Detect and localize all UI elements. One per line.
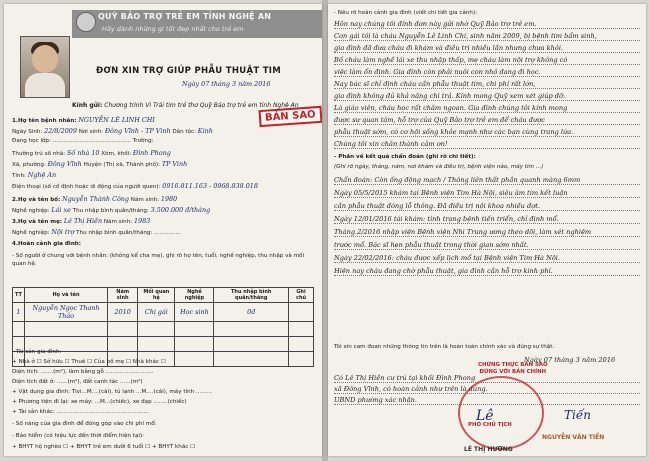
commitment-line: Tôi xin cam đoan những thông tin trên là hoàn toàn chính xác và đúng sự thật. — [334, 344, 555, 350]
family-table-header: Thu nhập bình quân/tháng — [214, 288, 289, 303]
family-section — [12, 241, 81, 247]
table-cell — [175, 322, 214, 337]
dob-value: 22/8/2009 — [44, 127, 77, 135]
father-name: Nguyễn Thành Công — [62, 195, 130, 203]
family-table-header: Năm sinh — [108, 288, 138, 303]
province-row — [12, 171, 56, 179]
vehicle-line: + Phương tiện đi lại: xe máy: ...M...(chiếc), xe đạp ........(chiếc) — [12, 399, 187, 405]
patient-name: NGUYỄN LÊ LINH CHI — [78, 116, 155, 124]
family-table-header: Họ và tên — [24, 288, 107, 303]
medical-line: Ngày 22/02/2016: cháu được xếp lịch mổ tại Bệnh viện Tim Hà Nội. — [334, 254, 561, 262]
dob-label: Ngày Sinh: — [12, 129, 43, 135]
father-job: Lái xe — [51, 206, 71, 214]
address-label: Thường trú số nhà: — [12, 151, 66, 157]
medical-line: cần phẫu thuật đóng lỗ thông. Đã điều trị nội khoa nhiều đợt. — [334, 202, 540, 210]
items-line: + Vật dụng gia đình: Tivi...M....(cái), tủ lạnh ...M....(cái), máy tính ......... — [12, 389, 212, 395]
circumstance-line: được sự quan tâm, hỗ trợ của Quỹ Bảo trợ trẻ em để cháu được — [334, 116, 545, 124]
family-section-label: 4.Hoàn cảnh gia đình: — [12, 241, 82, 247]
father-income-label: Thu nhập bình quân/tháng: — [72, 208, 149, 214]
table-cell — [175, 337, 214, 352]
school-row: Đang học lớp: ............................................ Trường: — [12, 138, 154, 144]
district-label: Huyện (Thị xã, Thành phố): — [83, 162, 161, 168]
insurance-options: + BHYT hộ nghèo ☐ + BHYT trẻ em dưới 6 tuổi ☐ + BHYT khác ☐ — [12, 444, 196, 450]
hamlet-value: Đình Phong — [132, 149, 171, 157]
table-cell: 1 — [13, 303, 25, 322]
other-assets-line: + Tài sản khác: .................................................... — [12, 409, 150, 415]
address-value: Số nhà 10 — [66, 149, 100, 157]
circumstance-line: gia đình đã đưa cháu đi khám và điều trị nhiều lần nhưng chưa khỏi. — [334, 44, 564, 52]
copy-stamp: BẢN SAO — [258, 106, 322, 127]
confirm-line: UBND phường xác nhận. — [334, 396, 418, 404]
medical-hint: (Ghi rõ ngày, tháng, năm, nơi khám và điều trị, bệnh viện nào, máy tim ...) — [334, 164, 544, 170]
header-band — [72, 10, 322, 38]
mother-year: 1983 — [133, 217, 151, 225]
official-title: PHÓ CHỦ TỊCH — [468, 422, 512, 428]
father-row — [12, 195, 177, 203]
org-title: QUỸ BẢO TRỢ TRẺ EM TỈNH NGHỆ AN — [98, 12, 272, 21]
phone-value: 0916.811.163 - 0968.838.018 — [162, 182, 258, 190]
table-cell — [214, 322, 289, 337]
assets-label: - Tài sản gia đình: — [12, 349, 62, 355]
table-cell: Chị gái — [138, 303, 175, 322]
medical-line: Chẩn đoán: Còn ống động mạch / Thông liên thất phần quanh màng 6mm — [334, 176, 581, 184]
table-cell — [289, 352, 314, 367]
table-cell: Học sinh — [175, 303, 214, 322]
confirm-line: xã Đông Vĩnh, có hoàn cảnh như trên là đúng. — [334, 385, 488, 393]
family-table — [12, 287, 314, 367]
form-title: ĐƠN XIN TRỢ GIÚP PHẪU THUẬT TIM — [96, 66, 282, 76]
parent-signature: Tiến — [564, 408, 591, 422]
form-page-right — [328, 4, 646, 456]
house-area-line: Diện tích: .......(m²), làm bằng gỗ ........................... — [12, 369, 154, 375]
family-table-header: Ghi chú — [289, 288, 314, 303]
medical-line: trước mổ. Bác sĩ hẹn phẫu thuật trong thời gian sớm nhất. — [334, 241, 529, 249]
phone-label: Điện thoại (số cố định hoặc di động của người quen): — [12, 184, 161, 190]
insurance-label: - Bảo hiểm (có hiệu lực đến thời điểm hiện tại): — [12, 433, 144, 439]
family-table-header: Mối quan hệ — [138, 288, 175, 303]
table-cell — [108, 337, 138, 352]
table-cell: 0đ — [214, 303, 289, 322]
circumstance-line: Chúng tôi xin chân thành cảm ơn! — [334, 140, 448, 148]
family-table-header: TT — [13, 288, 25, 303]
circumstance-line: gia đình không đủ khả năng chi trả. Kính mong Quỹ xem xét giúp đỡ. — [334, 92, 566, 100]
circumstance-line: phẫu thuật sớm, có cơ hội sống khỏe mạnh như các bạn cùng trang lứa. — [334, 128, 574, 136]
father-year: 1980 — [160, 195, 178, 203]
circumstance-label: - Nêu rõ hoàn cảnh gia đình (viết chi tiết gia cảnh): — [334, 10, 478, 16]
recipient-line — [72, 102, 299, 109]
support-line: - Số năng của gia đình để đóng góp vào chi phí mổ: — [12, 421, 157, 427]
patient-name-row — [12, 116, 155, 124]
form-page-left — [4, 4, 322, 456]
commune-label: Xã, phường: — [12, 162, 46, 168]
school-field-label: Trường: — [132, 138, 154, 144]
birthplace-value: Đông Vĩnh - TP Vinh — [104, 127, 171, 135]
family-members-hint: - Số người ở chung với bệnh nhân: (không kể cha mẹ), ghi rõ họ tên, tuổi, nghề nghiệp, thu nhập và mối quan hệ. — [12, 253, 305, 267]
ethnic-label: Dân tộc: — [172, 129, 197, 135]
parent-name: NGUYỄN VĂN TIẾN — [542, 434, 605, 441]
official-seal — [458, 376, 544, 450]
official-name: LÊ THỊ HƯƠNG — [464, 446, 513, 453]
family-table-header: Nghề nghiệp — [175, 288, 214, 303]
mother-year-label: Năm sinh: — [103, 219, 133, 225]
land-area-line: Diện tích đất ở: ......(m²), đất canh tác ......(m²) — [12, 379, 143, 385]
province-value: Nghệ An — [27, 171, 57, 179]
mother-job: Nội trợ — [51, 228, 75, 236]
table-cell — [289, 337, 314, 352]
table-cell — [289, 322, 314, 337]
table-cell — [214, 337, 289, 352]
table-cell — [138, 322, 175, 337]
school-label: Đang học lớp: — [12, 138, 51, 144]
table-row — [13, 322, 314, 337]
sign-date: Ngày 07 tháng 3 năm 2016 — [524, 356, 616, 364]
circumstance-line: Bố cháu làm nghề lái xe thu nhập thấp, mẹ cháu làm nội trợ không có — [334, 56, 568, 64]
medical-line: Ngày 12/01/2016 tái khám: tình trạng bệnh tiến triển, chỉ định mổ. — [334, 215, 559, 223]
table-cell: 2010 — [108, 303, 138, 322]
certify-stamp: CHỨNG THỰC BẢN SAO ĐÚNG VỚI BẢN CHÍNH — [478, 362, 548, 375]
mother-name: Lê Thị Hiền — [63, 217, 103, 225]
table-cell: Nguyễn Ngọc Thanh Thảo — [24, 303, 107, 322]
mother-income-label: Thu nhập bình quân/tháng: — [76, 230, 153, 236]
form-date: Ngày 07 tháng 3 năm 2016 — [182, 80, 271, 88]
table-cell — [214, 352, 289, 367]
recipient-text: Chương trình Vì Trái tim trẻ thơ Quỹ Bảo trợ trẻ em tỉnh Nghệ An — [104, 102, 299, 109]
patient-birth-row — [12, 127, 213, 135]
mother-income: ............... — [154, 230, 181, 236]
table-cell — [289, 303, 314, 322]
patient-section-label: 1.Họ tên bệnh nhân: — [12, 118, 77, 124]
table-cell — [138, 337, 175, 352]
table-cell — [24, 322, 107, 337]
ethnic-value: Kinh — [197, 127, 213, 135]
org-slogan: Hãy dành những gì tốt đẹp nhất cho trẻ em — [102, 25, 244, 33]
father-year-label: Năm sinh: — [130, 197, 160, 203]
recipient-label: Kính gửi: — [72, 102, 103, 109]
commune-value: Đông Vĩnh — [47, 160, 82, 168]
fund-logo-icon — [76, 12, 96, 32]
circumstance-line: Hôn nay chúng tôi đính đơn này gửi nhờ Quỹ Bảo trợ trẻ em. — [334, 20, 537, 28]
province-label: Tỉnh: — [12, 173, 26, 179]
mother-label: 3.Họ và tên mẹ: — [12, 219, 63, 225]
commune-row — [12, 160, 187, 168]
father-label: 2.Họ và tên bố: — [12, 197, 61, 203]
official-signature: Lê — [476, 408, 494, 424]
medical-line: Ngày 05/5/2015 khám tại Bệnh viện Tim Hà Nội, siêu âm tim kết luận — [334, 189, 568, 197]
table-cell — [175, 352, 214, 367]
mother-job-row — [12, 228, 181, 236]
house-line: + Nhà ở ☐ Sở hữu ☐ Thuê ☐ Của bố mẹ ☐ Nhà khác ☐ — [12, 359, 166, 365]
table-row — [13, 303, 314, 322]
circumstance-line: Con gái tôi là cháu Nguyễn Lê Linh Chi, sinh năm 2009, bị bệnh tim bẩm sinh, — [334, 32, 597, 40]
patient-photo — [20, 36, 70, 98]
hamlet-label: Xóm, khối: — [101, 151, 132, 157]
district-value: TP Vinh — [161, 160, 188, 168]
father-income: 3.500.000 đ/tháng — [150, 206, 211, 214]
circumstance-line: Là giáo viên, cháu học rất chăm ngoan. Gia đình chúng tôi kính mong — [334, 104, 568, 112]
phone-row — [12, 182, 258, 190]
confirm-line: Có Lê Thị Hiền cư trú tại khối Đình Phong — [334, 374, 476, 382]
mother-job-label: Nghề nghiệp: — [12, 230, 50, 236]
father-job-label: Nghề nghiệp: — [12, 208, 50, 214]
medical-line: Tháng 2/2016 nhập viện Bệnh viện Nhi Trung ương theo dõi, làm xét nghiệm — [334, 228, 592, 236]
circumstance-line: Nay bác sĩ chỉ định cháu cần phẫu thuật tim, chi phí rất lớn, — [334, 80, 536, 88]
mother-row — [12, 217, 150, 225]
table-cell — [108, 322, 138, 337]
address-row — [12, 149, 171, 157]
birthplace-label: Nơi sinh: — [78, 129, 104, 135]
medical-label: - Phần về kết quả chẩn đoán (ghi rõ chi tiết): — [334, 154, 476, 160]
medical-line: Hiện nay cháu đang chờ phẫu thuật, gia đình cần hỗ trợ kinh phí. — [334, 267, 553, 275]
table-cell — [13, 322, 25, 337]
circumstance-line: việc làm ổn định. Gia đình còn phải nuôi con nhỏ đang đi học. — [334, 68, 541, 76]
father-job-row — [12, 206, 210, 214]
